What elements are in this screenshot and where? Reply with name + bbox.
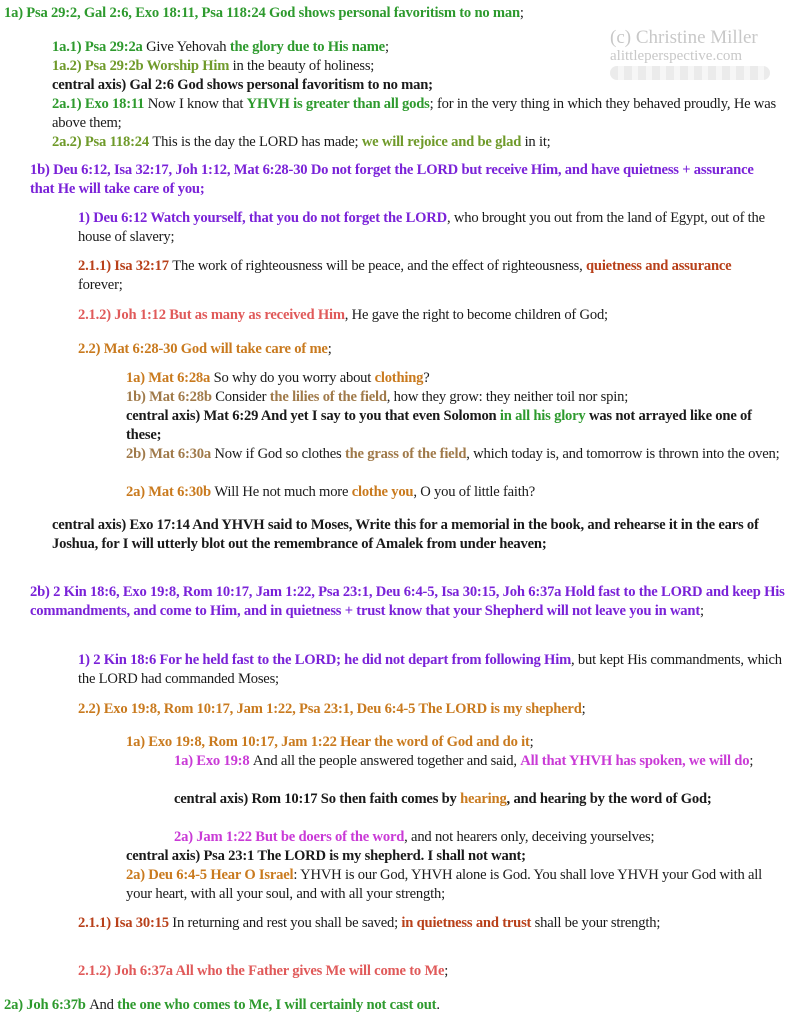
watermark-copyright: (c) Christine Miller <box>610 27 758 48</box>
highlighted-text: 2.2) Exo 19:8, Rom 10:17, Jam 1:22, Psa 23:1, Deu 6:4-5 The LORD is my shepherd <box>78 701 582 717</box>
body-text: ; <box>444 963 449 979</box>
highlighted-text: the grass of the field <box>344 446 467 462</box>
watermark <box>610 28 770 80</box>
outline-entry <box>30 583 785 622</box>
highlighted-text: the lilies of the field <box>269 389 387 405</box>
outline-entry <box>126 445 786 464</box>
highlighted-text: 2.1.2) Joh 6:37a All who the Father gives Me will come to Me <box>78 963 445 979</box>
outline-entry <box>52 76 782 95</box>
outline-entry <box>174 790 784 809</box>
body-text: The work of righteousness will be peace, and the effect of righteousness, <box>172 258 586 274</box>
highlighted-text: 2a) Jam 1:22 But be doers of the word <box>174 829 405 845</box>
outline-entry <box>52 516 782 555</box>
highlighted-text: hearing <box>460 791 507 807</box>
body-text: , but kept His commandments, which the LORD had commanded Moses; <box>78 652 782 688</box>
body-text: Now if God so clothes <box>214 446 345 462</box>
highlighted-text: central axis) Exo 17:14 And YHVH said to Moses, Write this for a memorial in the book, and rehearse it in the ears of Joshua, for I will utterly blot out the remembrance of Amalek from under heaven; <box>52 517 759 553</box>
highlighted-text: YHVH is greater than all gods <box>246 96 430 112</box>
highlighted-text: was not arrayed like one of these; <box>126 408 752 444</box>
outline-entry <box>52 57 612 76</box>
body-text: , He gave the right to become children of God; <box>344 307 608 323</box>
outline-entry <box>126 407 786 446</box>
outline-entry <box>174 828 790 847</box>
body-text: , O you of little faith? <box>413 484 535 500</box>
body-text: This is the day the LORD has made; <box>152 134 362 150</box>
outline-entry <box>126 847 786 866</box>
highlighted-text: 2a) Joh 6:37b <box>4 997 90 1013</box>
highlighted-text: 2b) 2 Kin 18:6, Exo 19:8, Rom 10:17, Jam 1:22, Psa 23:1, Deu 6:4-5, Isa 30:15, Joh 6:37a Hold fast to the LORD and keep His commandments, and come to Him, and in quietness + trust know that your Shepherd will not leave you in want <box>30 584 785 620</box>
body-text: , how they grow: they neither toil nor spin; <box>386 389 629 405</box>
body-text: So why do you worry about <box>213 370 375 386</box>
outline-entry <box>52 38 612 57</box>
outline-entry <box>174 752 784 771</box>
outline-entry <box>78 962 778 981</box>
outline-entry <box>126 866 776 905</box>
highlighted-text: 2.2) Mat 6:28-30 God will take care of me <box>78 341 328 357</box>
highlighted-text: 1a.1) Psa 29:2a <box>52 39 147 55</box>
body-text: ; for in the very thing in which they behaved proudly, He was above them; <box>52 96 776 132</box>
outline-entry <box>4 4 784 23</box>
highlighted-text: 1) Deu 6:12 Watch yourself, that you do not forget the LORD <box>78 210 447 226</box>
highlighted-text: 1a) Mat 6:28a <box>126 370 214 386</box>
highlighted-text: central axis) Rom 10:17 So then faith comes by <box>174 791 461 807</box>
highlighted-text: quietness and assurance <box>586 258 732 274</box>
highlighted-text: clothe you <box>351 484 414 500</box>
highlighted-text: the one who comes to Me, I will certainly not cast out <box>117 997 437 1013</box>
highlighted-text: in all his glory <box>499 408 586 424</box>
highlighted-text: 1b) Deu 6:12, Isa 32:17, Joh 1:12, Mat 6:28-30 Do not forget the LORD but receive Him, and have quietness + assurance that He will take care of you; <box>30 162 754 198</box>
body-text: in the beauty of holiness; <box>232 58 375 74</box>
highlighted-text: 1b) Mat 6:28b <box>126 389 216 405</box>
outline-entry <box>78 651 783 690</box>
body-text: ; <box>699 603 704 620</box>
outline-entry <box>4 996 784 1015</box>
highlighted-text: 2a) Mat 6:30b <box>126 484 215 500</box>
watermark-website: alittleperspective.com <box>610 48 743 64</box>
highlighted-text: 2b) Mat 6:30a <box>126 446 215 462</box>
highlighted-text: in quietness and trust <box>401 915 532 931</box>
highlighted-text: 1a) Psa 29:2, Gal 2:6, Exo 18:11, Psa 118:24 God shows personal favoritism to no man <box>4 5 520 21</box>
highlighted-text: 2.1.1) Isa 32:17 <box>78 258 173 274</box>
body-text: forever; <box>78 277 123 294</box>
body-text: Consider <box>215 389 270 405</box>
highlighted-text: 2a.1) Exo 18:11 <box>52 96 148 112</box>
highlighted-text: 2.1.2) Joh 1:12 But as many as received Him <box>78 307 345 323</box>
body-text: , who brought you out from the land of Egypt, out of the house of slavery; <box>78 210 765 246</box>
outline-entry <box>52 95 782 134</box>
body-text: In returning and rest you shall be saved; <box>172 915 402 931</box>
outline-entry <box>78 340 778 359</box>
highlighted-text: central axis) Mat 6:29 And yet I say to you that even Solomon <box>126 408 500 424</box>
body-text: in it; <box>521 134 551 150</box>
highlighted-text: central axis) Gal 2:6 God shows personal favoritism to no man; <box>52 77 433 93</box>
outline-entry <box>78 209 778 248</box>
body-text: And <box>89 997 118 1013</box>
highlighted-text: we will rejoice and be glad <box>361 134 522 150</box>
body-text: ; <box>384 39 389 55</box>
outline-entry <box>126 388 786 407</box>
highlighted-text: 1a) Exo 19:8, Rom 10:17, Jam 1:22 Hear the word of God and do it <box>126 734 530 750</box>
highlighted-text: 2a) Deu 6:4-5 Hear O Israel <box>126 867 294 883</box>
body-text: : YHVH is our God, YHVH alone is God. You shall love YHVH your God with all your heart, with all your soul, and with all your strength; <box>126 867 763 903</box>
body-text: ; <box>581 701 586 717</box>
body-text: And all the people answered together and said, <box>252 753 521 769</box>
body-text: . <box>436 997 440 1013</box>
outline-entry <box>78 257 778 296</box>
highlighted-text: 2.1.1) Isa 30:15 <box>78 915 173 931</box>
outline-entry <box>126 733 786 752</box>
outline-entry <box>126 369 786 388</box>
body-text: ; <box>749 753 754 769</box>
highlighted-text: 1) 2 Kin 18:6 For he held fast to the LORD; he did not depart from following Him <box>78 652 572 668</box>
outline-entry <box>78 914 778 933</box>
outline-entry <box>78 306 778 325</box>
outline-entry <box>126 483 786 502</box>
body-text: ; <box>529 734 534 750</box>
body-text: ; <box>327 341 332 357</box>
highlighted-text: 2a.2) Psa 118:24 <box>52 134 153 150</box>
body-text: Will He not much more <box>214 484 352 500</box>
body-text: shall be your strength; <box>531 915 661 931</box>
highlighted-text: All that YHVH has spoken, we will do <box>520 753 750 769</box>
outline-entry <box>78 700 783 719</box>
body-text: ? <box>423 370 430 386</box>
highlighted-text: clothing <box>374 370 424 386</box>
highlighted-text: the glory due to His name <box>229 39 385 55</box>
body-text: , which today is, and tomorrow is thrown into the oven; <box>466 446 780 462</box>
body-text: , and not hearers only, deceiving yourselves; <box>404 829 655 845</box>
body-text: Now I know that <box>147 96 247 112</box>
highlighted-text: , and hearing by the word of God; <box>506 791 712 807</box>
body-text: Give Yehovah <box>146 39 230 55</box>
highlighted-text: 1a.2) Psa 29:2b Worship Him <box>52 58 233 74</box>
outline-entry <box>52 133 782 152</box>
highlighted-text: 1a) Exo 19:8 <box>174 753 253 769</box>
body-text: ; <box>519 5 524 21</box>
outline-entry <box>30 161 780 200</box>
highlighted-text: central axis) Psa 23:1 The LORD is my shepherd. I shall not want; <box>126 848 526 864</box>
